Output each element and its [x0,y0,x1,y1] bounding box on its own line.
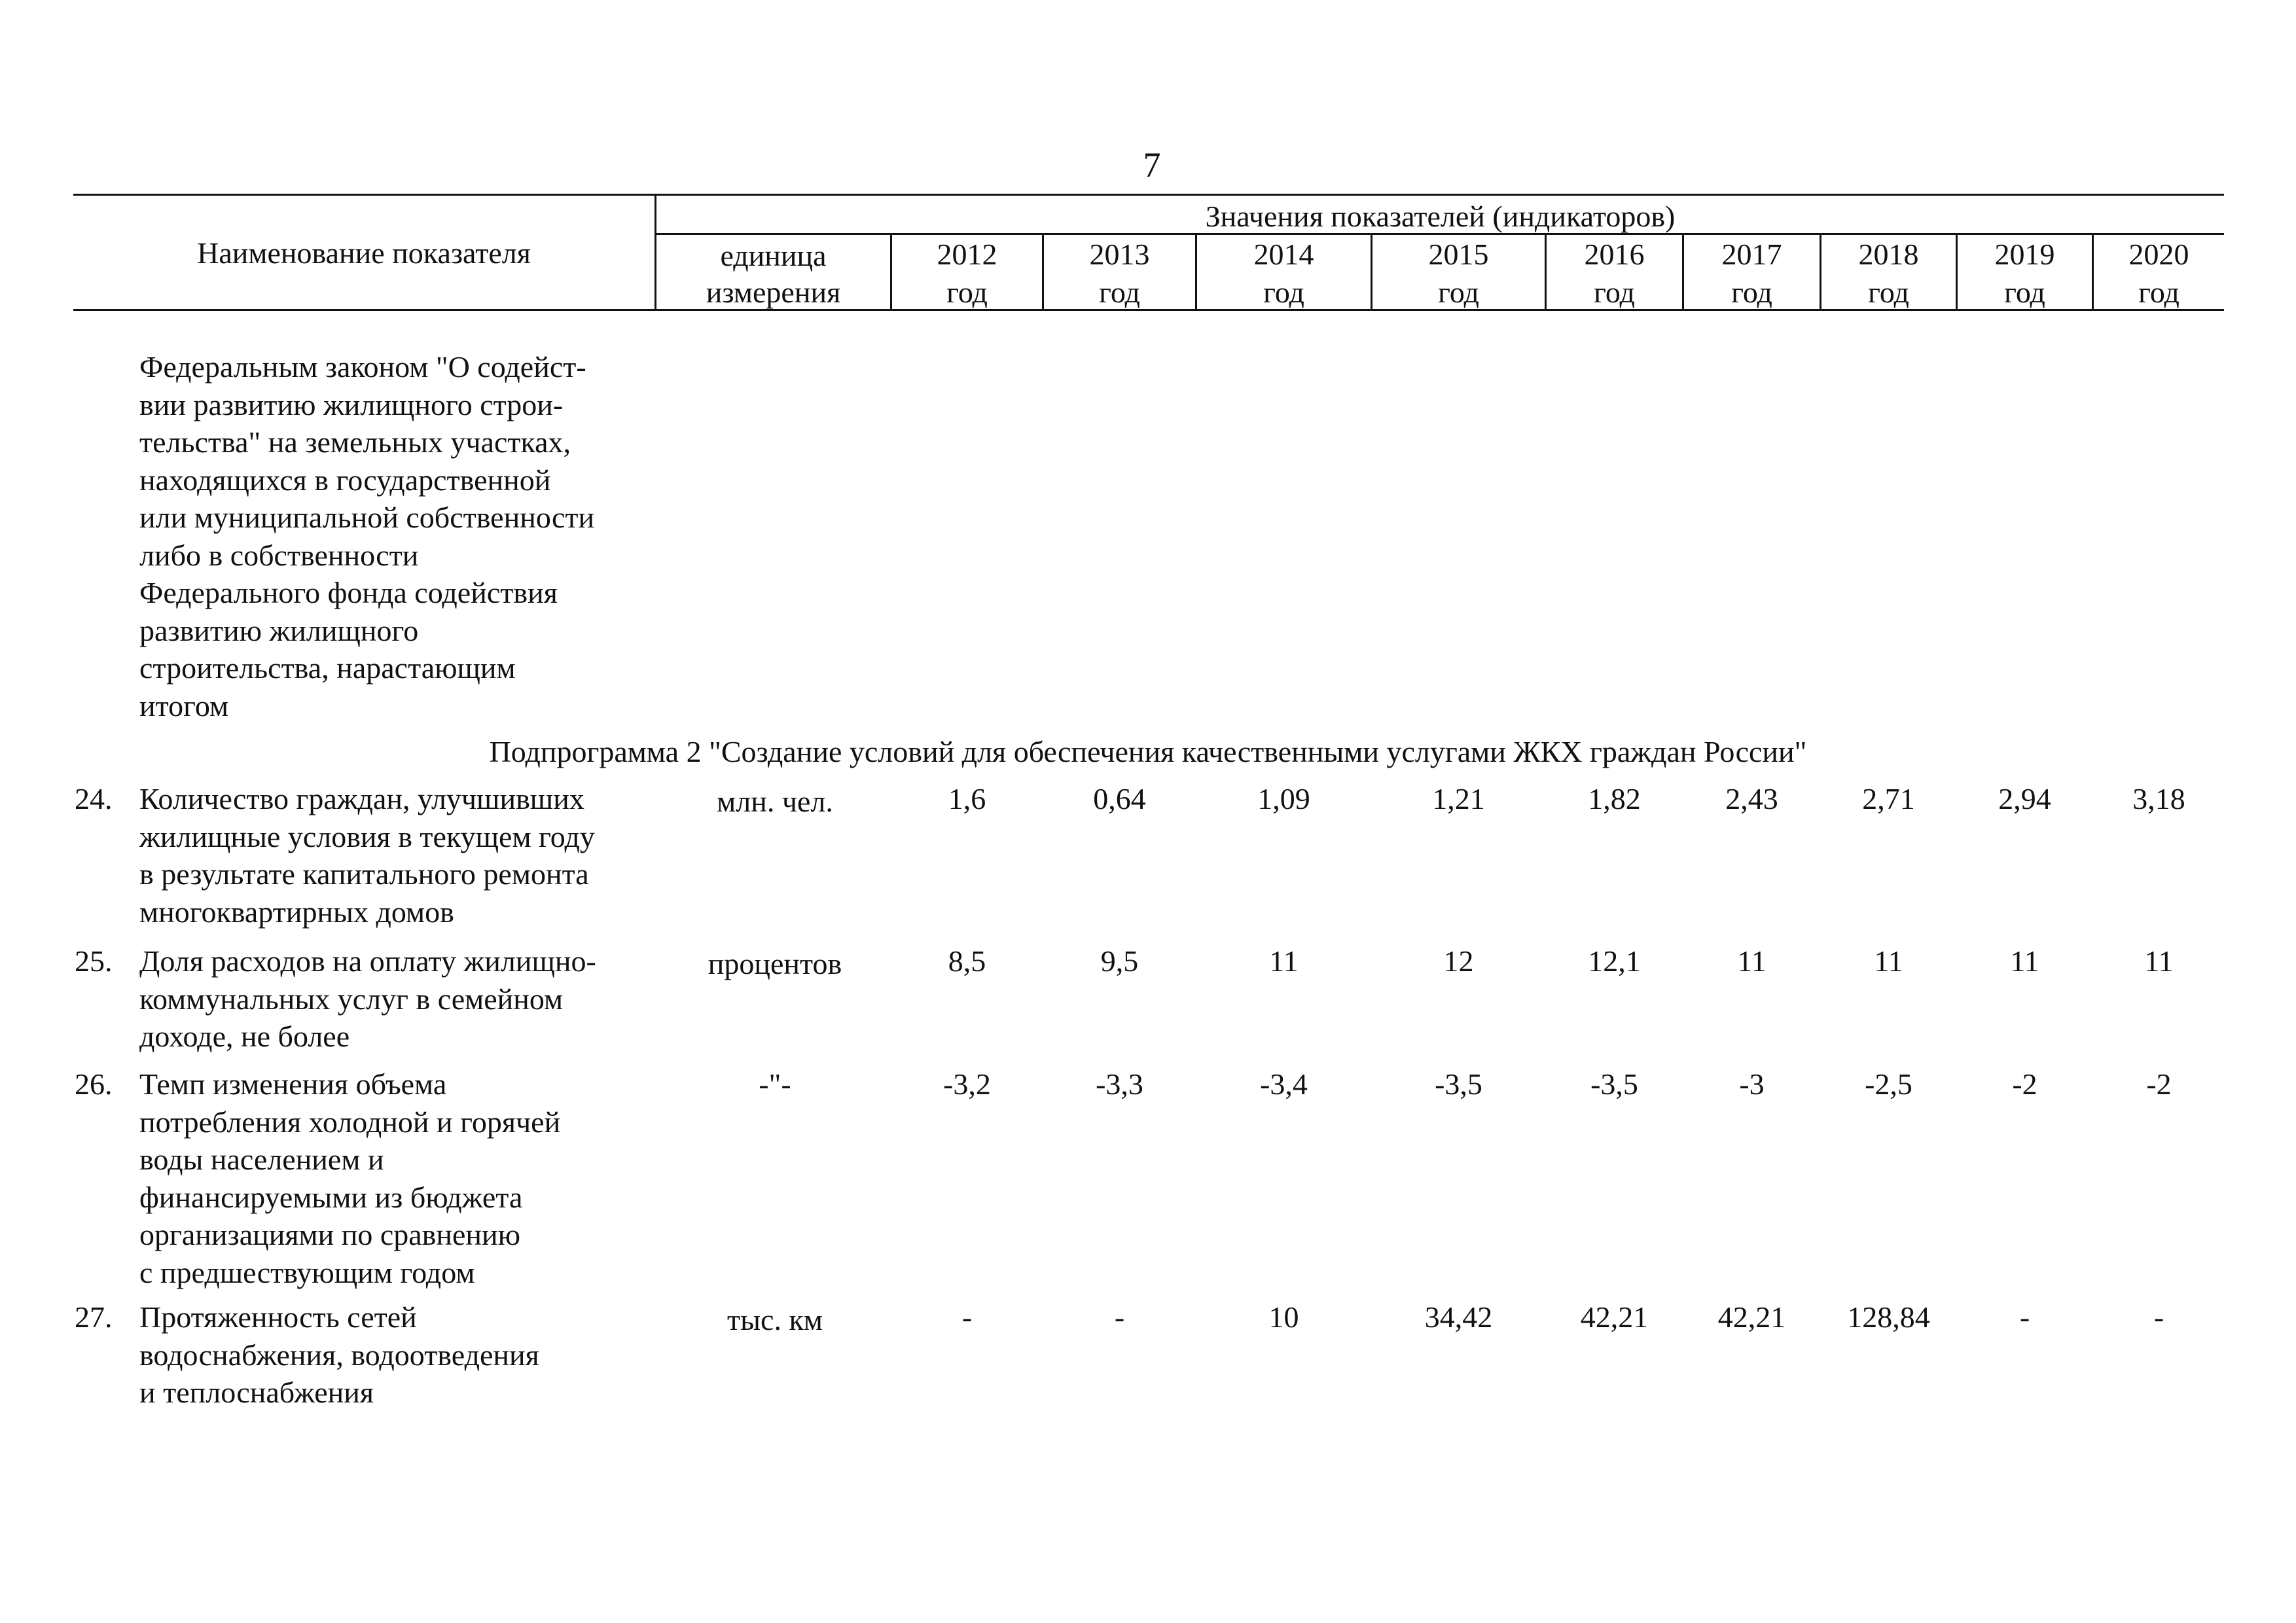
header-name-column: Наименование показателя [197,236,531,270]
header-year-suffix: год [1263,276,1304,309]
text-line: Протяженность сетей [139,1300,417,1334]
text-line: Количество граждан, улучшивших [139,782,584,815]
row-indicator-name [139,1065,560,1291]
header-year-suffix: год [2004,276,2045,309]
text-line: в результате капитального ремонта [139,857,589,891]
header-year-2013: 2013 [1089,238,1150,271]
value-2012: -3,2 [943,1067,991,1101]
row-unit: процентов [708,947,842,980]
value-2016: 1,82 [1588,782,1641,815]
value-2018: 11 [1874,944,1903,978]
row-unit: млн. чел. [717,785,833,818]
header-year-suffix: год [946,276,988,309]
row-number: 25. [75,944,113,978]
value-2019: -2 [2012,1067,2037,1101]
value-2016: 42,21 [1580,1300,1649,1334]
value-2018: 128,84 [1847,1300,1930,1334]
value-2015: 12 [1443,944,1474,978]
value-2014: -3,4 [1260,1067,1308,1101]
value-2012: 1,6 [948,782,986,815]
text-line: Федеральным законом "О содейст- [139,350,586,383]
value-2014: 11 [1269,944,1299,978]
value-2016: -3,5 [1590,1067,1638,1101]
header-unit-line1: единица [720,239,827,272]
text-line: итогом [139,688,229,722]
header-year-2017: 2017 [1721,238,1782,271]
text-line: тельства" на земельных участках, [139,425,571,459]
text-line: развитию жилищного [139,613,419,647]
row-indicator-name [139,780,595,931]
text-line: потребления холодной и горячей [139,1105,561,1139]
value-2015: -3,5 [1435,1067,1482,1101]
text-line: доходе, не более [139,1020,350,1053]
text-line: с предшествующим годом [139,1255,475,1289]
text-line: вии развитию жилищного строи- [139,387,564,421]
page-number: 7 [1143,145,1161,185]
header-year-suffix: год [1438,276,1479,309]
header-year-suffix: год [1868,276,1909,309]
text-line: коммунальных услуг в семейном [139,982,564,1016]
header-year-2020: 2020 [2128,238,2189,271]
text-line: находящихся в государственной [139,463,551,497]
text-line: многоквартирных домов [139,895,454,929]
text-line: Федерального фонда содействия [139,576,558,609]
row-unit: тыс. км [727,1303,823,1336]
text-line: Доля расходов на оплату жилищно- [139,944,596,978]
value-2013: 0,64 [1093,782,1146,815]
value-2018: 2,71 [1862,782,1915,815]
row-indicator-name [139,1298,539,1412]
header-year-suffix: год [1099,276,1140,309]
value-2020: - [2153,1300,2164,1334]
header-unit-line2: измерения [706,276,841,309]
row-indicator-name [139,942,596,1056]
row-number: 24. [75,782,113,815]
value-2017: -3 [1739,1067,1765,1101]
header-year-suffix: год [1594,276,1635,309]
value-2013: 9,5 [1100,944,1139,978]
header-year-2018: 2018 [1858,238,1919,271]
value-2020: -2 [2146,1067,2172,1101]
value-2014: 1,09 [1257,782,1310,815]
row-number: 27. [75,1300,113,1334]
text-line: водоснабжения, водоотведения [139,1338,539,1372]
value-2017: 2,43 [1725,782,1778,815]
text-line: либо в собственности [139,538,419,572]
value-2017: 42,21 [1717,1300,1786,1334]
header-year-2012: 2012 [937,238,997,271]
text-line: жилищные условия в текущем году [139,819,595,853]
value-2016: 12,1 [1588,944,1641,978]
value-2019: 2,94 [1998,782,2051,815]
subprogram-title: Подпрограмма 2 "Создание условий для обеспечения качественными услугами ЖКХ граждан России" [489,735,1807,768]
header-group-title: Значения показателей (индикаторов) [1205,200,1676,233]
value-2019: 11 [2010,944,2039,978]
header-year-2015: 2015 [1428,238,1489,271]
continued-indicator-text [139,348,594,724]
value-2015: 1,21 [1432,782,1485,815]
value-2012: 8,5 [948,944,986,978]
value-2013: -3,3 [1096,1067,1143,1101]
value-2014: 10 [1268,1300,1299,1334]
value-2018: -2,5 [1865,1067,1912,1101]
row-number: 26. [75,1067,113,1101]
value-2013: - [1114,1300,1125,1334]
row-unit: -"- [759,1067,791,1101]
text-line: строительства, нарастающим [139,651,516,685]
value-2015: 34,42 [1424,1300,1493,1334]
header-top-rule [73,194,2224,196]
header-year-2019: 2019 [1994,238,2055,271]
value-2019: - [2019,1300,2030,1334]
header-year-suffix: год [2138,276,2179,309]
value-2020: 11 [2144,944,2174,978]
text-line: финансируемыми из бюджета [139,1180,523,1214]
header-year-2014: 2014 [1253,238,1314,271]
header-year-2016: 2016 [1584,238,1645,271]
value-2017: 11 [1737,944,1767,978]
text-line: или муниципальной собственности [139,501,595,534]
value-2012: - [961,1300,973,1334]
text-line: организациями по сравнению [139,1218,521,1251]
text-line: и теплоснабжения [139,1376,374,1409]
text-line: воды населением и [139,1143,384,1176]
value-2020: 3,18 [2132,782,2185,815]
header-year-suffix: год [1731,276,1772,309]
text-line: Темп изменения объема [139,1067,447,1101]
